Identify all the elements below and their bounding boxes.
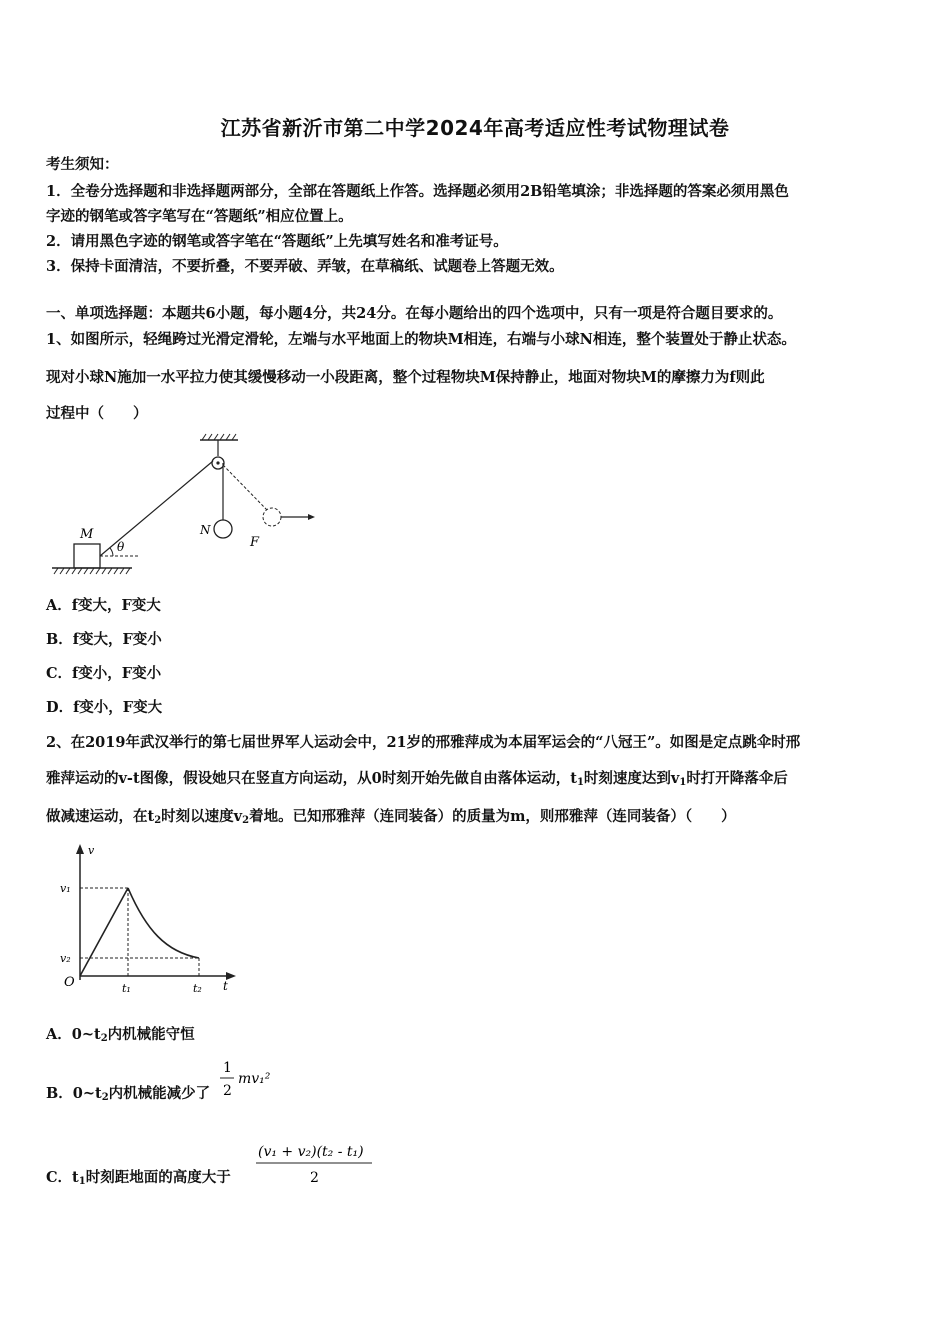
deceleration-curve: [128, 888, 199, 958]
notice-item-1-line-1: 1．全卷分选择题和非选择题两部分，全部在答题纸上作答。选择题必须用2B铅笔填涂；非选择题的答案必须用黑色: [46, 183, 789, 200]
notice-item-3: 3．保持卡面清洁，不要折叠，不要弄破、弄皱，在草稿纸、试题卷上答题无效。: [46, 258, 564, 275]
q1-option-c: C．f变小，F变小: [46, 665, 162, 682]
v-axis-arrow: [76, 844, 84, 854]
section-1-heading: 一、单项选择题：本题共6小题，每小题4分，共24分。在每小题给出的四个选项中，只有一项是符合题目要求的。: [46, 305, 783, 322]
label-t1: t₁: [122, 982, 131, 995]
notice-item-1-line-2: 字迹的钢笔或答字笔写在“答题纸”相应位置上。: [46, 208, 353, 225]
ball-moved: [263, 508, 281, 526]
label-theta: θ: [117, 540, 125, 554]
label-t2: t₂: [193, 982, 202, 995]
label-f: F: [250, 535, 260, 550]
force-arrowhead: [308, 514, 315, 520]
pulley-axle: [216, 461, 219, 464]
q2-option-b-formula: [216, 1054, 286, 1104]
rope-moved: [223, 465, 267, 510]
pulley-diagram: [46, 432, 326, 582]
ground-hatch: [54, 568, 130, 574]
q2-stem-line-1: 2、在2019年武汉举行的第七届世界军人运动会中，21岁的邢雅萍成为本届军运会的“八冠王”。如图是定点跳伞时邢: [46, 734, 801, 751]
angle-arc: [110, 548, 113, 556]
label-v: v: [88, 844, 95, 857]
free-fall-segment: [80, 888, 128, 976]
q2-stem-line-3: 做减速运动，在$t_2$时刻以速度$v_2$着地。已知邢雅萍（连同装备）的质量为m，则邢雅萍（连同装备）（ ）: [46, 808, 736, 826]
q1-stem-line-1: 1、如图所示，轻绳跨过光滑定滑轮，左端与水平地面上的物块M相连，右端与小球N相连，整个装置处于静止状态。: [46, 331, 796, 348]
formula-c-denominator: 2: [310, 1170, 319, 1186]
q1-stem-line-2: 现对小球N施加一水平拉力使其缓慢移动一小段距离，整个过程物块M保持静止，地面对物块M的摩擦力为f则此: [46, 369, 765, 386]
q2-option-b: B．$0\sim t_2$内机械能减少了: [46, 1085, 211, 1103]
label-v1: v₁: [60, 882, 71, 895]
vt-graph: [56, 840, 246, 1000]
q2-option-c-formula: [254, 1136, 384, 1190]
label-origin: O: [64, 975, 75, 990]
page-title: 江苏省新沂市第二中学2024年高考适应性考试物理试卷: [220, 116, 730, 140]
q1-stem-line-3: 过程中（ ）: [46, 405, 148, 422]
ceiling-hatch: [202, 434, 236, 440]
label-m: M: [80, 527, 94, 542]
q2-option-a: A．$0\sim t_2$内机械能守恒: [46, 1026, 195, 1044]
q1-option-a: A．f变大，F变大: [46, 597, 161, 614]
q2-stem-line-2: 雅萍运动的v-t图像，假设她只在竖直方向运动，从0时刻开始先做自由落体运动，$t_1$时刻速度达到$v_1$时打开降落伞后: [46, 770, 788, 788]
notice-item-2: 2．请用黑色字迹的钢笔或答字笔在“答题纸”上先填写姓名和准考证号。: [46, 233, 508, 250]
q1-option-d: D．f变小，F变大: [46, 699, 163, 716]
label-v2: v₂: [60, 952, 71, 965]
q2-option-c: C．$t_1$时刻距地面的高度大于: [46, 1169, 231, 1187]
block-m: [74, 544, 100, 568]
ball-n: [214, 520, 232, 538]
formula-b-denominator: 2: [223, 1083, 232, 1099]
formula-b-expression: mv₁²: [238, 1071, 271, 1087]
label-t: t: [223, 979, 228, 993]
formula-c-numerator: (v₁ + v₂)(t₂ - t₁): [258, 1144, 364, 1160]
notice-heading: 考生须知：: [46, 156, 119, 173]
label-n: N: [200, 523, 211, 537]
formula-b-numerator: 1: [223, 1060, 232, 1076]
q1-option-b: B．f变大，F变小: [46, 631, 162, 648]
